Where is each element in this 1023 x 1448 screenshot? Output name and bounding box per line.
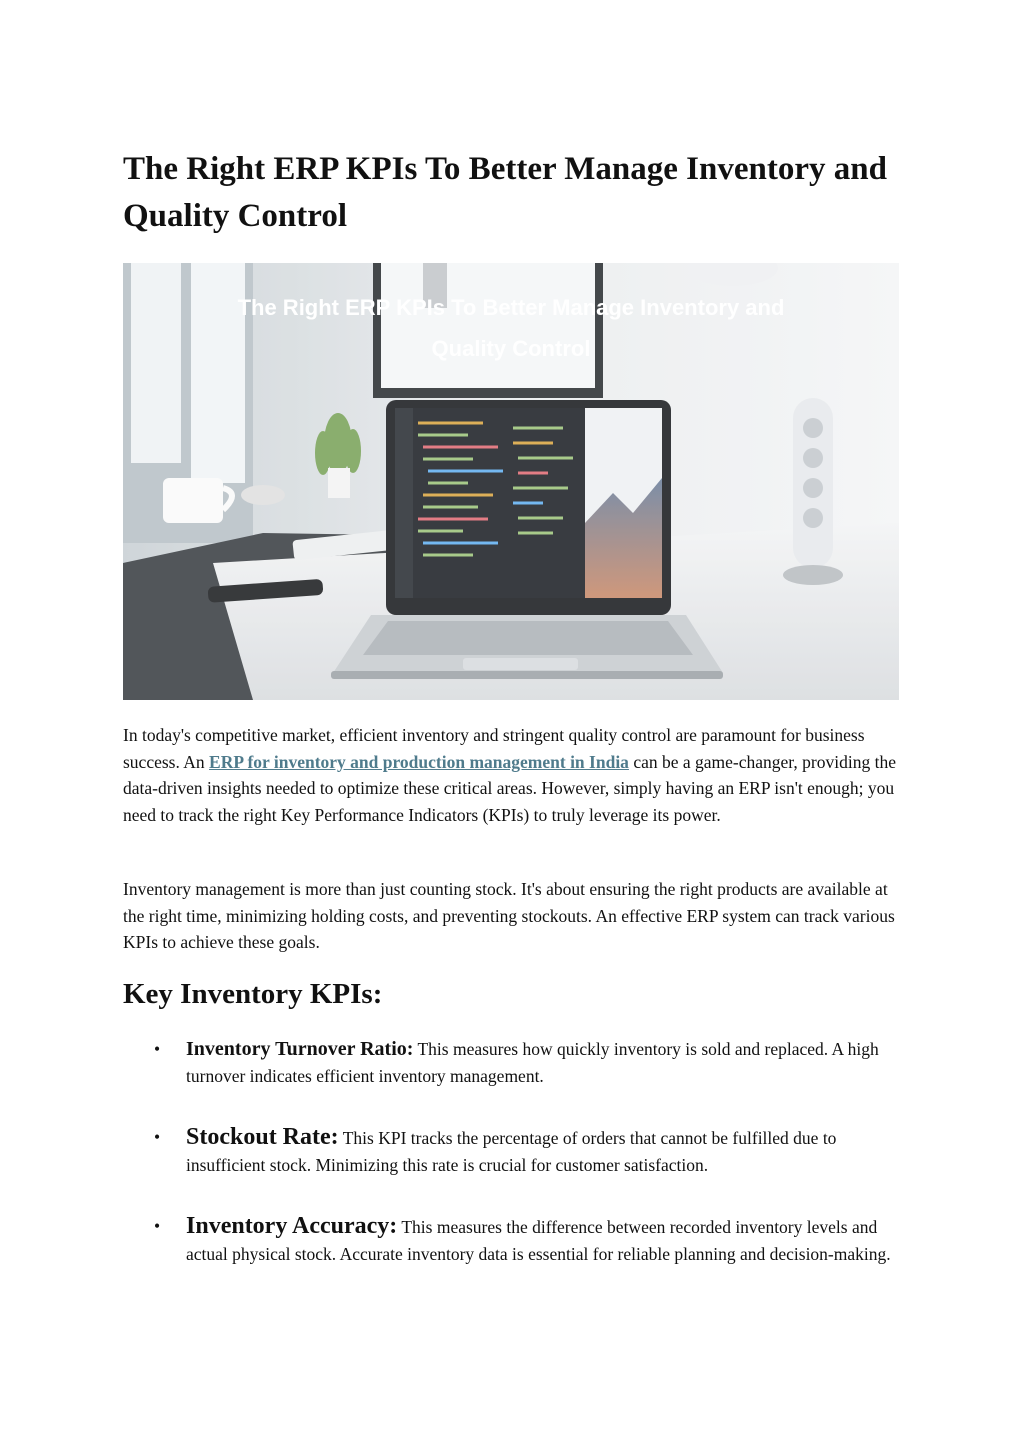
section-heading: Key Inventory KPIs:: [123, 978, 383, 1010]
bullet-icon: •: [154, 1039, 161, 1059]
kpi-term: Stockout Rate:: [186, 1124, 339, 1150]
bullet-icon: •: [154, 1216, 161, 1236]
kpi-term: Inventory Accuracy:: [186, 1213, 398, 1239]
hero-overlay-line1: The Right ERP KPIs To Better Manage Inventory and: [237, 295, 785, 320]
kpi-description: This measures the difference between recorded inventory levels and actual physical stock. Accurate inventory data is essential for reliable planning and decision-making.: [186, 1217, 891, 1264]
intro-text-after: can be a game-changer, providing the data-driven insights needed to optimize these critical areas. However, simply having an ERP isn't enough; you need to track the right Key Performance Indicators (KPIs) to truly leverage its power.: [123, 751, 896, 826]
intro-text-before: In today's competitive market, efficient inventory and stringent quality control are paramount for business success. An: [123, 725, 865, 772]
kpi-description: This KPI tracks the percentage of orders that cannot be fulfilled due to insufficient stock. Minimizing this rate is crucial for customer satisfaction.: [186, 1128, 837, 1175]
hero-image: [123, 263, 899, 700]
kpi-description: This measures how quickly inventory is sold and replaced. A high turnover indicates efficient inventory management.: [186, 1039, 879, 1086]
kpi-term: Inventory Turnover Ratio:: [186, 1038, 414, 1060]
hero-photo: [123, 263, 899, 700]
inventory-paragraph: Inventory management is more than just counting stock. It's about ensuring the right products are available at the right time, minimizing holding costs, and preventing stockouts. An effective ERP system can track various KPIs to achieve these goals.: [123, 879, 895, 953]
erp-link[interactable]: ERP for inventory and production management in India: [209, 751, 629, 772]
list-item: [123, 1036, 899, 1090]
article-title: The Right ERP KPIs To Better Manage Inventory and Quality Control: [123, 151, 887, 234]
list-item: [123, 1213, 899, 1268]
bullet-icon: •: [154, 1127, 161, 1147]
intro-paragraph: [123, 722, 899, 829]
list-item: [123, 1124, 899, 1179]
hero-overlay-line2: Quality Control: [431, 336, 591, 361]
kpi-list: [123, 1036, 899, 1268]
